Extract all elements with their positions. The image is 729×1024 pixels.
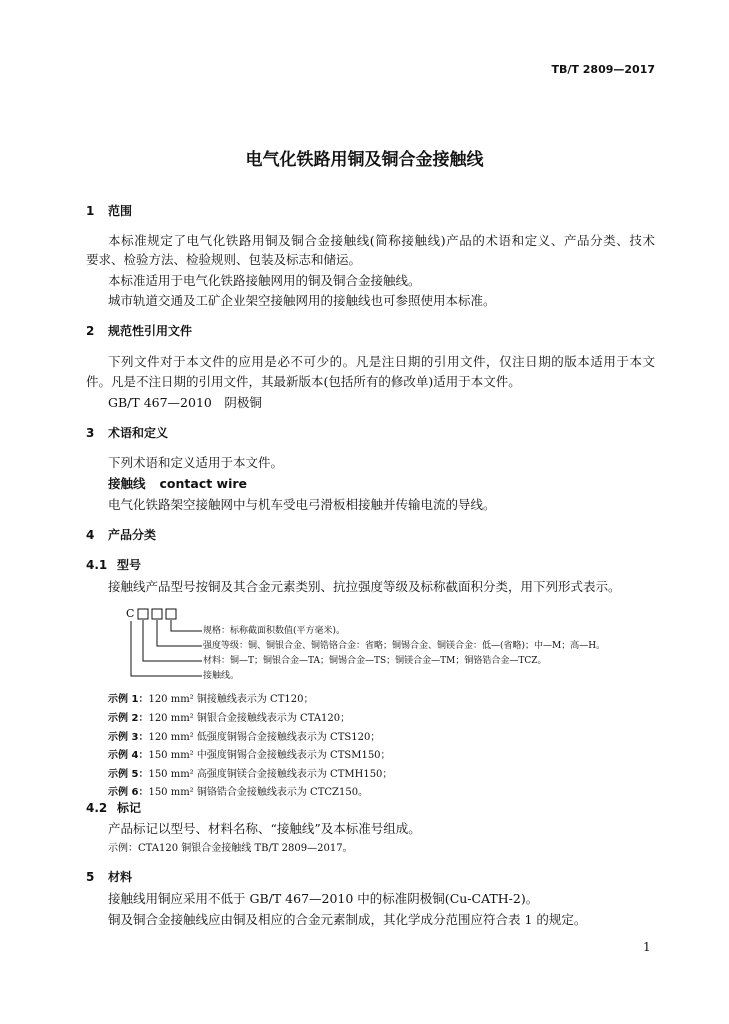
section-1-paragraph-line: 本标准规定了电气化铁路用铜及铜合金接触线(简称接触线)产品的术语和定义、产品分类、技术	[108, 233, 655, 248]
subsection-4-2-title: 标记	[117, 801, 142, 815]
section-1-title: 范围	[108, 204, 133, 218]
leader-line-material	[143, 620, 202, 661]
section-2-number: 2	[86, 324, 95, 338]
section-5-paragraph-line: 接触线用铜应采用不低于 GB/T 467—2010 中的标准阴极铜(Cu-CATH-2)。	[108, 891, 539, 906]
designation-label-size: 规格：标称截面积数值(平方毫米)。	[203, 626, 346, 636]
marking-example: 示例：CTA120 铜银合金接触线 TB/T 2809—2017。	[108, 843, 353, 854]
subsection-4-1-paragraph: 接触线产品型号按铜及其合金元素类别、抗拉强度等级及标称截面积分类，用下列形式表示。	[108, 579, 621, 594]
placeholder-box-material	[138, 609, 148, 619]
section-3-intro: 下列术语和定义适用于本文件。	[108, 455, 284, 470]
example-label: 示例 3：	[108, 732, 149, 743]
example-line	[108, 731, 380, 745]
section-3-title: 术语和定义	[108, 426, 169, 440]
section-1-paragraph-line: 本标准适用于电气化铁路接触网用的铜及铜合金接触线。	[108, 273, 421, 288]
section-2-paragraph-line: 件。凡是不注日期的引用文件，其最新版本(包括所有的修改单)适用于本文件。	[86, 374, 521, 389]
term-definition: 电气化铁路架空接触网中与机车受电弓滑板相接触并传输电流的导线。	[108, 497, 496, 512]
subsection-4-2-number: 4.2	[86, 801, 108, 815]
term-entry	[108, 476, 247, 492]
placeholder-box-strength	[152, 609, 162, 619]
term-chinese: 接触线	[108, 476, 146, 491]
subsection-4-1-number: 4.1	[86, 558, 108, 572]
leader-line-contact-wire	[131, 621, 202, 676]
example-text: 150 mm² 铜铬锆合金接触线表示为 CTCZ150。	[148, 787, 369, 798]
section-5-number: 5	[86, 870, 95, 884]
section-1-number: 1	[86, 204, 95, 218]
placeholder-box-size	[166, 609, 176, 619]
example-line	[108, 768, 392, 782]
example-line	[108, 693, 313, 707]
example-line	[108, 786, 368, 800]
page-number: 1	[643, 940, 651, 954]
example-text: 120 mm² 铜银合金接触线表示为 CTA120；	[148, 713, 351, 724]
example-label: 示例 4：	[108, 750, 149, 761]
section-1-paragraph-line: 城市轨道交通及工矿企业架空接触网用的接触线也可参照使用本标准。	[108, 293, 496, 308]
section-5-paragraph-line: 铜及铜合金接触线应由铜及相应的合金元素制成，其化学成分范围应符合表 1 的规定。	[108, 912, 587, 927]
example-label: 示例 2：	[108, 713, 149, 724]
example-label: 示例 1：	[108, 694, 149, 705]
example-line	[108, 712, 350, 726]
section-2-paragraph-line: 下列文件对于本文件的应用是必不可少的。凡是注日期的引用文件，仅注日期的版本适用于本文	[108, 354, 655, 369]
designation-label-material: 材料：铜—T；铜银合金—TA；铜锡合金—TS；铜镁合金—TM；铜铬锆合金—TCZ。	[203, 656, 547, 666]
designation-prefix: C	[126, 607, 135, 620]
standard-number-header: TB/T 2809—2017	[551, 63, 655, 76]
leader-line-size	[171, 620, 202, 631]
example-text: 120 mm² 铜接触线表示为 CT120；	[148, 694, 314, 705]
section-5-title: 材料	[108, 870, 133, 884]
document-title: 电气化铁路用铜及铜合金接触线	[245, 150, 484, 170]
term-english: contact wire	[159, 476, 248, 491]
example-line	[108, 749, 391, 763]
designation-label-strength: 强度等级：铜、铜银合金、铜锆铬合金：省略；铜锡合金、铜镁合金：低—(省略)；中—M；高—H。	[203, 641, 606, 651]
subsection-4-1-title: 型号	[117, 558, 142, 572]
example-label: 示例 6：	[108, 787, 149, 798]
normative-reference: GB/T 467—2010 阴极铜	[108, 395, 262, 410]
section-4-title: 产品分类	[108, 528, 157, 542]
section-1-paragraph-line: 要求、检验方法、检验规则、包装及标志和储运。	[86, 252, 362, 267]
example-text: 120 mm² 低强度铜锡合金接触线表示为 CTS120；	[148, 732, 381, 743]
subsection-4-2-paragraph: 产品标记以型号、材料名称、“接触线”及本标准号组成。	[108, 821, 421, 836]
designation-diagram	[120, 600, 210, 684]
section-2-title: 规范性引用文件	[108, 324, 193, 338]
example-label: 示例 5：	[108, 769, 149, 780]
leader-line-strength	[157, 620, 202, 646]
section-4-number: 4	[86, 528, 95, 542]
example-text: 150 mm² 中强度铜锡合金接触线表示为 CTSM150；	[148, 750, 391, 761]
example-text: 150 mm² 高强度铜镁合金接触线表示为 CTMH150；	[148, 769, 393, 780]
designation-label-contact-wire: 接触线。	[203, 671, 240, 681]
section-3-number: 3	[86, 426, 95, 440]
